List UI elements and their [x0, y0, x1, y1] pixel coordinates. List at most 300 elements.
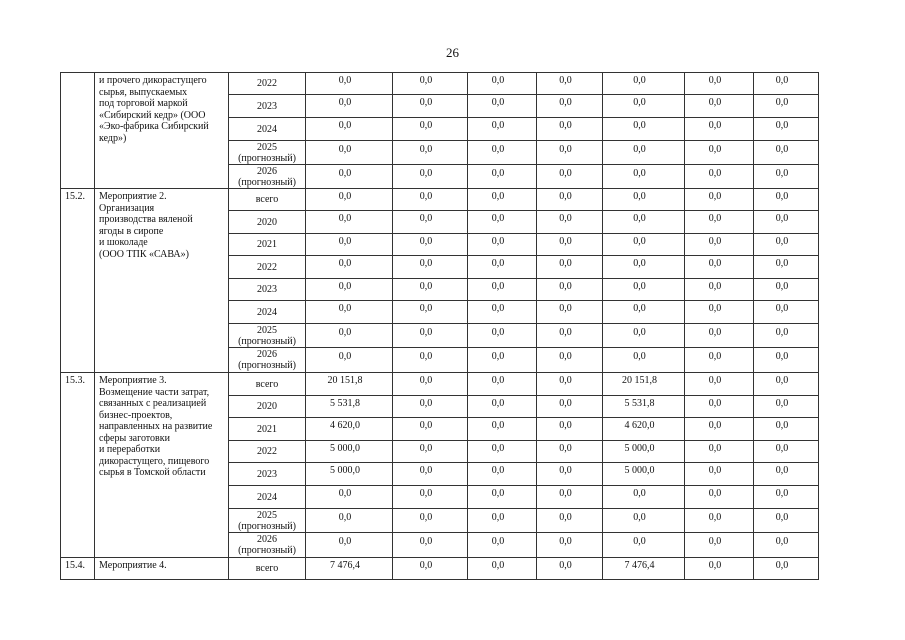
value-text: 7 476,4: [330, 559, 360, 571]
value-text: 5 000,0: [330, 442, 360, 454]
value-text: 7 476,4: [624, 559, 655, 571]
value-text: 0,0: [708, 511, 722, 523]
value-text: 0,0: [419, 559, 433, 571]
value-text: 5 000,0: [624, 442, 655, 454]
value-cell: [393, 189, 468, 211]
value-text: 0,0: [775, 74, 789, 86]
budget-table: [60, 72, 819, 580]
value-cell: [685, 463, 754, 486]
year-label: 2022: [257, 446, 277, 457]
value-text: 0,0: [491, 97, 505, 109]
value-cell: [393, 486, 468, 509]
value-text: 0,0: [775, 488, 789, 500]
description-line: Организация: [99, 202, 155, 214]
value-text: 0,0: [708, 303, 722, 315]
value-text: 0,0: [338, 190, 352, 202]
value-cell: [537, 141, 603, 165]
description-line: под торговой маркой: [99, 98, 188, 109]
value-text: 0,0: [419, 397, 433, 409]
value-cell: [306, 396, 393, 418]
description-line: бизнес-проектов,: [99, 409, 173, 421]
year-cell: [229, 509, 306, 533]
value-cell: [468, 441, 537, 463]
year-cell: [229, 463, 306, 486]
description-line: Мероприятие 2.: [99, 191, 167, 202]
value-cell: [393, 558, 468, 580]
value-text: 0,0: [708, 326, 722, 338]
year-cell: [229, 301, 306, 324]
item-number: 15.3.: [61, 373, 95, 558]
value-text: 0,0: [419, 235, 433, 247]
year-cell: [229, 373, 306, 396]
value-text: 0,0: [419, 488, 433, 500]
description-line: связанных с реализацией: [99, 398, 207, 409]
value-text: 0,0: [559, 258, 572, 270]
value-cell: [468, 396, 537, 418]
value-cell: [603, 301, 685, 324]
value-text: 0,0: [338, 511, 352, 523]
year-cell: [229, 348, 306, 373]
value-text: 0,0: [491, 397, 505, 409]
value-cell: [754, 324, 819, 348]
value-cell: [393, 373, 468, 396]
year-label: 2026: [257, 534, 277, 545]
value-cell: [393, 348, 468, 373]
value-text: 0,0: [775, 120, 789, 132]
value-cell: [603, 141, 685, 165]
year-label: 2021: [257, 423, 277, 435]
value-cell: [685, 486, 754, 509]
value-cell: [754, 141, 819, 165]
value-text: 0,0: [491, 488, 505, 500]
value-text: 0,0: [708, 258, 722, 270]
year-label: 2021: [257, 239, 277, 250]
value-cell: [537, 234, 603, 256]
value-text: 0,0: [491, 235, 505, 247]
value-text: 0,0: [559, 536, 572, 548]
description-line: Мероприятие 4.: [99, 560, 167, 571]
value-text: 0,0: [708, 280, 722, 292]
value-cell: [754, 463, 819, 486]
value-cell: [393, 118, 468, 141]
value-cell: [306, 509, 393, 533]
value-text: 0,0: [559, 326, 572, 338]
value-cell: [306, 189, 393, 211]
table-row: [61, 189, 819, 211]
value-cell: [306, 118, 393, 141]
value-cell: [306, 279, 393, 301]
value-cell: [468, 324, 537, 348]
year-cell: [229, 234, 306, 256]
value-cell: [537, 463, 603, 486]
year-label: 2024: [257, 491, 277, 503]
description-line: «Эко-фабрика Сибирский: [99, 121, 209, 132]
value-text: 0,0: [633, 190, 646, 202]
value-cell: [393, 211, 468, 234]
value-cell: [393, 418, 468, 441]
value-cell: [537, 348, 603, 373]
value-cell: [603, 165, 685, 189]
value-cell: [393, 396, 468, 418]
value-text: 0,0: [708, 97, 722, 109]
value-text: 0,0: [491, 258, 505, 270]
value-text: 0,0: [633, 536, 646, 548]
value-text: 0,0: [633, 280, 646, 292]
value-cell: [603, 118, 685, 141]
value-text: 0,0: [491, 536, 505, 548]
value-cell: [537, 95, 603, 118]
value-text: 0,0: [775, 167, 789, 179]
value-cell: [603, 463, 685, 486]
value-text: 0,0: [708, 351, 722, 363]
item-number: 15.4.: [61, 558, 95, 580]
year-label: (прогнозный): [238, 176, 296, 188]
value-text: 0,0: [559, 351, 572, 363]
value-text: 5 531,8: [624, 397, 655, 409]
value-text: 0,0: [775, 326, 789, 338]
value-text: 0,0: [338, 488, 352, 500]
value-cell: [468, 118, 537, 141]
value-cell: [754, 95, 819, 118]
description-line: Возмещение части затрат,: [99, 386, 210, 398]
value-cell: [306, 558, 393, 580]
value-text: 0,0: [338, 120, 352, 132]
value-text: 0,0: [559, 190, 572, 202]
page-number: 26: [446, 45, 459, 60]
value-text: 0,0: [419, 351, 433, 363]
value-text: 0,0: [491, 190, 505, 202]
year-cell: [229, 189, 306, 211]
year-label: (прогнозный): [238, 545, 296, 556]
value-cell: [685, 95, 754, 118]
description-line: «Сибирский кедр» (ООО: [99, 109, 206, 121]
year-cell: [229, 165, 306, 189]
value-text: 0,0: [708, 375, 722, 387]
value-cell: [537, 73, 603, 95]
value-cell: [468, 486, 537, 509]
value-cell: [393, 73, 468, 95]
value-cell: [603, 418, 685, 441]
item-number: [61, 73, 95, 189]
value-cell: [393, 165, 468, 189]
value-cell: [393, 256, 468, 279]
year-label: 2020: [257, 216, 277, 228]
year-cell: [229, 324, 306, 348]
value-cell: [468, 234, 537, 256]
item-description: [95, 189, 229, 373]
value-text: 0,0: [775, 213, 789, 225]
value-cell: [306, 418, 393, 441]
value-text: 4 620,0: [330, 420, 360, 432]
value-text: 20 151,8: [622, 375, 657, 387]
description-line: производства вяленой: [99, 214, 193, 225]
year-cell: [229, 418, 306, 441]
value-cell: [685, 301, 754, 324]
value-cell: [306, 256, 393, 279]
value-cell: [468, 418, 537, 441]
value-cell: [537, 373, 603, 396]
value-text: 0,0: [775, 303, 789, 315]
value-text: 0,0: [338, 235, 352, 247]
value-cell: [537, 256, 603, 279]
value-cell: [468, 558, 537, 580]
value-text: 0,0: [633, 258, 646, 270]
table-row: [61, 373, 819, 396]
value-text: 0,0: [775, 442, 789, 454]
year-label: 2025: [257, 509, 277, 521]
value-cell: [468, 256, 537, 279]
value-text: 0,0: [338, 536, 352, 548]
value-cell: [754, 189, 819, 211]
year-label: 2026: [257, 165, 277, 177]
value-text: 0,0: [775, 235, 789, 247]
value-cell: [685, 533, 754, 558]
value-text: 0,0: [775, 465, 789, 477]
value-cell: [685, 373, 754, 396]
value-cell: [468, 533, 537, 558]
year-label: всего: [255, 378, 279, 390]
value-cell: [754, 486, 819, 509]
value-text: 0,0: [338, 303, 352, 315]
value-cell: [754, 441, 819, 463]
value-cell: [603, 211, 685, 234]
value-cell: [306, 141, 393, 165]
description-line: направленных на развитие: [99, 421, 213, 432]
value-text: 0,0: [633, 511, 646, 523]
value-text: 0,0: [775, 258, 789, 270]
year-cell: [229, 118, 306, 141]
value-cell: [468, 141, 537, 165]
value-cell: [306, 463, 393, 486]
value-text: 0,0: [338, 143, 352, 155]
value-text: 0,0: [559, 442, 572, 454]
value-text: 0,0: [775, 351, 789, 363]
value-cell: [603, 509, 685, 533]
value-text: 0,0: [559, 303, 572, 315]
item-number: 15.2.: [61, 189, 95, 373]
value-cell: [685, 189, 754, 211]
value-text: 0,0: [559, 559, 572, 571]
value-cell: [754, 234, 819, 256]
value-text: 0,0: [633, 488, 646, 500]
year-label: (прогнозный): [238, 335, 296, 347]
value-cell: [468, 509, 537, 533]
value-text: 0,0: [775, 143, 789, 155]
value-cell: [306, 95, 393, 118]
value-text: 0,0: [633, 120, 646, 132]
table-row: [61, 558, 819, 580]
value-text: 0,0: [491, 465, 505, 477]
year-label: 2026: [257, 349, 277, 360]
value-cell: [754, 256, 819, 279]
value-cell: [685, 509, 754, 533]
value-text: 0,0: [419, 97, 433, 109]
value-text: 0,0: [775, 397, 789, 409]
value-text: 0,0: [633, 143, 646, 155]
year-cell: [229, 73, 306, 95]
value-cell: [754, 211, 819, 234]
value-text: 0,0: [338, 74, 352, 86]
year-label: 2023: [257, 284, 277, 295]
value-text: 0,0: [633, 74, 646, 86]
value-cell: [468, 301, 537, 324]
value-cell: [306, 486, 393, 509]
value-text: 0,0: [559, 120, 572, 132]
value-text: 0,0: [775, 559, 789, 571]
value-cell: [393, 141, 468, 165]
value-text: 0,0: [559, 488, 572, 500]
value-cell: [685, 558, 754, 580]
value-text: 0,0: [419, 143, 433, 155]
value-cell: [468, 279, 537, 301]
value-text: 0,0: [491, 442, 505, 454]
value-text: 0,0: [559, 280, 572, 292]
year-cell: [229, 486, 306, 509]
value-cell: [754, 418, 819, 441]
value-cell: [537, 211, 603, 234]
value-cell: [685, 73, 754, 95]
value-cell: [685, 234, 754, 256]
value-text: 4 620,0: [624, 420, 655, 432]
value-cell: [537, 118, 603, 141]
value-text: 0,0: [708, 536, 722, 548]
value-text: 0,0: [419, 167, 433, 179]
value-cell: [603, 486, 685, 509]
value-text: 0,0: [491, 167, 505, 179]
value-cell: [468, 211, 537, 234]
value-cell: [754, 279, 819, 301]
value-text: 0,0: [708, 397, 722, 409]
value-cell: [685, 165, 754, 189]
value-cell: [754, 396, 819, 418]
value-text: 0,0: [491, 559, 505, 571]
value-cell: [306, 373, 393, 396]
year-label: 2023: [257, 468, 277, 480]
value-text: 0,0: [419, 326, 433, 338]
value-text: 0,0: [419, 303, 433, 315]
value-cell: [537, 324, 603, 348]
value-text: 0,0: [708, 420, 722, 432]
value-cell: [754, 558, 819, 580]
year-cell: [229, 95, 306, 118]
value-cell: [306, 348, 393, 373]
description-line: и переработки: [99, 444, 161, 455]
item-description: [95, 73, 229, 189]
value-cell: [754, 533, 819, 558]
year-label: 2022: [257, 261, 277, 273]
value-text: 0,0: [708, 167, 722, 179]
value-text: 0,0: [775, 375, 789, 387]
year-label: 2024: [257, 123, 277, 135]
value-cell: [754, 118, 819, 141]
value-cell: [468, 165, 537, 189]
value-text: 0,0: [559, 213, 572, 225]
value-cell: [306, 211, 393, 234]
value-text: 0,0: [559, 235, 572, 247]
value-cell: [685, 118, 754, 141]
year-cell: [229, 211, 306, 234]
description-line: и прочего дикорастущего: [99, 75, 207, 86]
value-cell: [306, 441, 393, 463]
value-text: 0,0: [338, 280, 352, 292]
value-cell: [468, 348, 537, 373]
item-description: [95, 373, 229, 558]
value-text: 0,0: [419, 465, 433, 477]
value-cell: [754, 73, 819, 95]
value-text: 0,0: [419, 442, 433, 454]
description-line: сырья, выпускаемых: [99, 86, 188, 98]
value-cell: [306, 165, 393, 189]
value-cell: [603, 189, 685, 211]
value-text: 0,0: [419, 258, 433, 270]
value-text: 0,0: [775, 511, 789, 523]
description-line: сферы заготовки: [99, 432, 170, 444]
year-cell: [229, 533, 306, 558]
value-text: 0,0: [338, 326, 352, 338]
value-cell: [754, 373, 819, 396]
table-row: [61, 73, 819, 95]
value-text: 0,0: [633, 213, 646, 225]
value-text: 0,0: [491, 351, 505, 363]
value-text: 0,0: [633, 351, 646, 363]
value-text: 0,0: [559, 397, 572, 409]
value-text: 0,0: [491, 420, 505, 432]
value-cell: [754, 301, 819, 324]
description-line: и шоколаде: [99, 237, 148, 248]
value-cell: [306, 324, 393, 348]
value-text: 0,0: [559, 375, 572, 387]
value-cell: [685, 141, 754, 165]
value-cell: [306, 301, 393, 324]
value-text: 0,0: [491, 511, 505, 523]
value-text: 0,0: [633, 326, 646, 338]
value-cell: [537, 509, 603, 533]
year-label: 2022: [257, 78, 277, 89]
year-cell: [229, 396, 306, 418]
year-label: 2025: [257, 141, 277, 153]
value-text: 5 000,0: [624, 465, 655, 477]
value-text: 0,0: [419, 280, 433, 292]
value-text: 0,0: [338, 97, 352, 109]
value-text: 0,0: [491, 143, 505, 155]
value-cell: [685, 418, 754, 441]
value-cell: [468, 373, 537, 396]
value-text: 0,0: [559, 74, 572, 86]
value-text: 0,0: [708, 120, 722, 132]
value-text: 0,0: [775, 280, 789, 292]
value-cell: [537, 301, 603, 324]
value-text: 0,0: [419, 536, 433, 548]
year-label: 2025: [257, 324, 277, 336]
value-cell: [468, 73, 537, 95]
item-description: [95, 558, 229, 580]
value-text: 0,0: [491, 326, 505, 338]
value-cell: [603, 558, 685, 580]
value-cell: [754, 348, 819, 373]
value-cell: [468, 189, 537, 211]
value-cell: [468, 463, 537, 486]
year-cell: [229, 279, 306, 301]
year-label: 2020: [257, 401, 277, 412]
value-cell: [603, 95, 685, 118]
description-line: кедр»): [99, 132, 127, 144]
value-text: 0,0: [633, 303, 646, 315]
value-text: 0,0: [491, 213, 505, 225]
value-cell: [603, 279, 685, 301]
value-cell: [393, 441, 468, 463]
value-cell: [685, 396, 754, 418]
value-text: 0,0: [633, 167, 646, 179]
